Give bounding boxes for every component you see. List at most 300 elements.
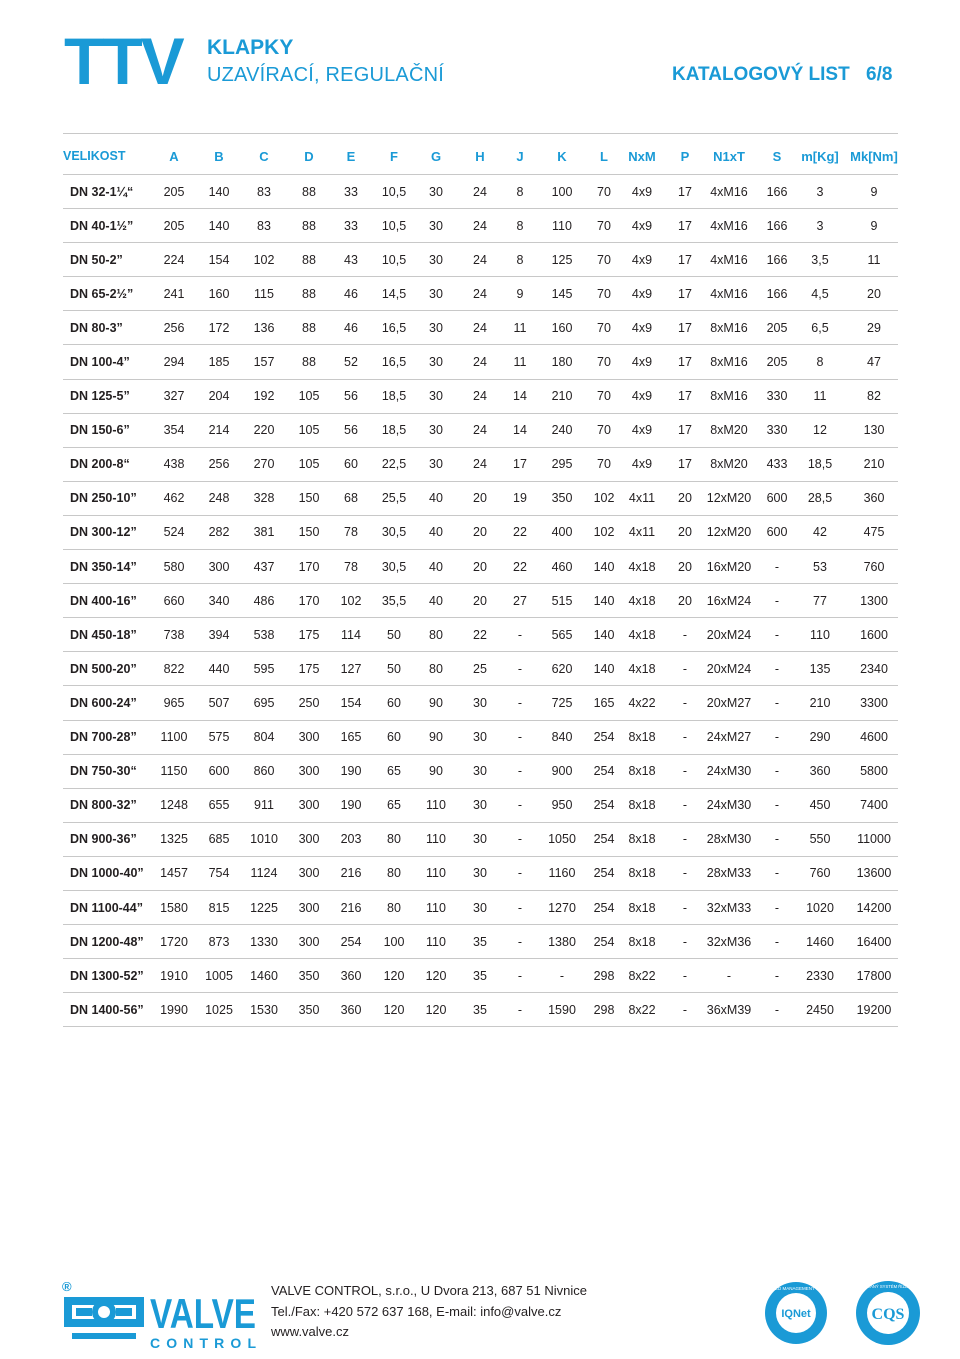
table-cell: 16,5 bbox=[381, 320, 407, 335]
table-cell: 110 bbox=[426, 866, 446, 881]
size-cell: DN 1200-48” bbox=[70, 934, 144, 949]
table-cell: 60 bbox=[344, 457, 358, 472]
table-cell: 88 bbox=[302, 355, 316, 370]
table-row bbox=[63, 209, 898, 243]
valve-control-logo bbox=[62, 1278, 258, 1350]
table-cell: 4x18 bbox=[628, 661, 656, 676]
table-cell: 24 bbox=[473, 286, 487, 301]
table-cell: - bbox=[774, 832, 780, 847]
table-cell: - bbox=[682, 934, 688, 949]
table-cell: 190 bbox=[340, 764, 362, 779]
table-cell: 10,5 bbox=[381, 184, 407, 199]
size-cell: DN 750-30“ bbox=[70, 764, 137, 779]
table-cell: 437 bbox=[253, 559, 275, 574]
column-header: F bbox=[390, 148, 398, 164]
table-cell: 695 bbox=[253, 695, 275, 710]
table-cell: 8x22 bbox=[628, 968, 656, 983]
table-cell: 105 bbox=[298, 423, 320, 438]
size-cell: DN 1400-56” bbox=[70, 1002, 144, 1017]
column-header: H bbox=[475, 148, 485, 164]
table-cell: 216 bbox=[340, 866, 362, 881]
table-cell: - bbox=[682, 661, 688, 676]
table-cell: 20 bbox=[473, 491, 487, 506]
table-cell: 105 bbox=[298, 457, 320, 472]
table-cell: 25 bbox=[473, 661, 487, 676]
table-cell: 24 bbox=[473, 252, 487, 267]
table-cell: 1530 bbox=[250, 1002, 278, 1017]
table-cell: 20 bbox=[678, 525, 692, 540]
table-cell: 33 bbox=[344, 218, 358, 233]
table-cell: 254 bbox=[340, 934, 362, 949]
table-cell: 4xM16 bbox=[710, 184, 748, 199]
table-cell: 224 bbox=[163, 252, 185, 267]
column-header: VELIKOST bbox=[63, 149, 126, 163]
table-cell: 30 bbox=[429, 286, 443, 301]
table-cell: 65 bbox=[387, 798, 401, 813]
page-title: KLAPKY bbox=[207, 36, 294, 59]
table-cell: 524 bbox=[163, 525, 185, 540]
table-cell: 804 bbox=[253, 730, 275, 745]
table-cell: 80 bbox=[387, 866, 401, 881]
size-cell: DN 800-32” bbox=[70, 798, 137, 813]
table-cell: 120 bbox=[425, 968, 447, 983]
table-cell: 4x9 bbox=[631, 184, 653, 199]
table-cell: 165 bbox=[593, 695, 615, 710]
table-cell: 32xM33 bbox=[706, 900, 752, 915]
table-cell: 125 bbox=[551, 252, 573, 267]
table-cell: - bbox=[726, 968, 732, 983]
table-cell: 350 bbox=[298, 1002, 320, 1017]
table-cell: 170 bbox=[298, 593, 320, 608]
table-cell: 135 bbox=[809, 661, 831, 676]
table-row bbox=[63, 584, 898, 618]
table-header-row bbox=[63, 133, 898, 175]
column-header: K bbox=[557, 148, 567, 164]
table-cell: 88 bbox=[302, 184, 316, 199]
size-cell: DN 250-10” bbox=[70, 491, 137, 506]
table-cell: 110 bbox=[426, 832, 446, 847]
svg-text:CERTIFIKOVANÝ SYSTÉM ŘÍZENÍ JA: CERTIFIKOVANÝ SYSTÉM ŘÍZENÍ JAKOSTI bbox=[845, 1284, 931, 1289]
table-cell: 298 bbox=[593, 1002, 615, 1017]
table-cell: 16xM20 bbox=[706, 559, 752, 574]
table-cell: - bbox=[517, 866, 523, 881]
table-cell: 36xM39 bbox=[706, 1002, 752, 1017]
size-cell: DN 150-6” bbox=[70, 423, 130, 438]
table-cell: 4xM16 bbox=[710, 252, 748, 267]
table-cell: 203 bbox=[340, 832, 362, 847]
table-cell: 90 bbox=[429, 695, 443, 710]
table-cell: 175 bbox=[298, 661, 320, 676]
table-cell: 9 bbox=[870, 218, 878, 233]
column-header: D bbox=[304, 148, 314, 164]
table-cell: 19200 bbox=[856, 1002, 892, 1017]
table-cell: 166 bbox=[766, 286, 788, 301]
table-cell: 20xM24 bbox=[706, 627, 752, 642]
table-cell: 360 bbox=[340, 1002, 362, 1017]
table-cell: 350 bbox=[298, 968, 320, 983]
table-cell: 8 bbox=[516, 218, 524, 233]
table-cell: 102 bbox=[340, 593, 362, 608]
table-cell: 17 bbox=[513, 457, 527, 472]
table-cell: 8xM20 bbox=[710, 423, 748, 438]
table-row bbox=[63, 959, 898, 993]
table-cell: 24xM27 bbox=[706, 730, 752, 745]
table-cell: 20 bbox=[678, 593, 692, 608]
table-cell: 175 bbox=[298, 627, 320, 642]
table-cell: 256 bbox=[208, 457, 230, 472]
table-row bbox=[63, 345, 898, 379]
table-cell: 50 bbox=[387, 627, 401, 642]
page-footer bbox=[0, 1270, 960, 1359]
table-cell: 4x18 bbox=[628, 593, 656, 608]
table-cell: 440 bbox=[208, 661, 230, 676]
column-header: L bbox=[600, 148, 608, 164]
table-cell: 70 bbox=[597, 320, 611, 335]
table-cell: 4600 bbox=[860, 730, 888, 745]
table-cell: 290 bbox=[809, 730, 831, 745]
valve-wordmark: VALVE bbox=[150, 1290, 256, 1337]
table-cell: 3300 bbox=[860, 695, 888, 710]
table-cell: - bbox=[774, 866, 780, 881]
size-cell: DN 400-16” bbox=[70, 593, 137, 608]
table-cell: 300 bbox=[298, 934, 320, 949]
table-cell: 30 bbox=[473, 730, 487, 745]
table-row bbox=[63, 789, 898, 823]
table-cell: 4x18 bbox=[628, 627, 656, 642]
table-cell: 6,5 bbox=[811, 320, 829, 335]
table-cell: 8 bbox=[516, 184, 524, 199]
table-cell: 10,5 bbox=[381, 218, 407, 233]
page-number: 6/8 bbox=[866, 64, 893, 85]
table-cell: 11 bbox=[813, 389, 827, 404]
table-cell: 24xM30 bbox=[706, 798, 752, 813]
catalog-label: KATALOGOVÝ LIST bbox=[672, 64, 850, 85]
table-cell: 150 bbox=[298, 525, 320, 540]
table-cell: 30 bbox=[429, 218, 443, 233]
table-cell: 254 bbox=[593, 730, 615, 745]
table-cell: 460 bbox=[551, 559, 573, 574]
table-cell: 241 bbox=[163, 286, 185, 301]
table-cell: 327 bbox=[163, 389, 185, 404]
table-cell: 22 bbox=[513, 559, 527, 574]
table-cell: 27 bbox=[513, 593, 527, 608]
table-cell: 254 bbox=[593, 798, 615, 813]
table-cell: 760 bbox=[863, 559, 885, 574]
table-cell: - bbox=[559, 968, 565, 983]
size-cell: DN 65-2½” bbox=[70, 286, 134, 301]
table-cell: - bbox=[774, 968, 780, 983]
table-cell: 17 bbox=[678, 320, 692, 335]
table-cell: 90 bbox=[429, 730, 443, 745]
column-header: E bbox=[346, 148, 356, 164]
size-cell: DN 1000-40” bbox=[70, 866, 144, 881]
table-cell: 35 bbox=[473, 934, 487, 949]
table-cell: 4x9 bbox=[631, 457, 653, 472]
table-cell: 486 bbox=[253, 593, 275, 608]
table-cell: 150 bbox=[298, 491, 320, 506]
table-cell: 160 bbox=[551, 320, 573, 335]
table-cell: 1330 bbox=[250, 934, 278, 949]
table-cell: 24 bbox=[473, 389, 487, 404]
table-cell: 965 bbox=[163, 695, 185, 710]
table-cell: 17 bbox=[678, 218, 692, 233]
svg-text:CERTIFIED MANAGEMENT SYSTEM: CERTIFIED MANAGEMENT SYSTEM bbox=[757, 1286, 835, 1291]
table-row bbox=[63, 380, 898, 414]
table-cell: - bbox=[682, 900, 688, 915]
table-cell: 4x9 bbox=[631, 286, 653, 301]
table-cell: 16,5 bbox=[381, 355, 407, 370]
table-cell: 17 bbox=[678, 355, 692, 370]
size-cell: DN 350-14” bbox=[70, 559, 137, 574]
column-header: m[Kg] bbox=[801, 148, 839, 164]
table-cell: 114 bbox=[341, 627, 361, 642]
table-row bbox=[63, 311, 898, 345]
table-cell: 120 bbox=[383, 968, 405, 983]
table-cell: 24 bbox=[473, 218, 487, 233]
table-cell: 140 bbox=[593, 593, 615, 608]
size-cell: DN 600-24” bbox=[70, 695, 137, 710]
table-cell: 8x18 bbox=[628, 764, 656, 779]
table-row bbox=[63, 243, 898, 277]
table-cell: 16xM24 bbox=[706, 593, 752, 608]
table-cell: 18,5 bbox=[381, 423, 407, 438]
table-cell: 17800 bbox=[856, 968, 892, 983]
table-cell: 394 bbox=[208, 627, 230, 642]
table-cell: 30 bbox=[473, 695, 487, 710]
table-cell: 254 bbox=[593, 866, 615, 881]
table-row bbox=[63, 482, 898, 516]
table-cell: 56 bbox=[344, 389, 358, 404]
table-cell: 400 bbox=[551, 525, 573, 540]
table-cell: 110 bbox=[552, 218, 572, 233]
table-cell: 433 bbox=[766, 457, 788, 472]
table-cell: 328 bbox=[253, 491, 275, 506]
table-cell: 330 bbox=[766, 423, 788, 438]
table-cell: 166 bbox=[766, 252, 788, 267]
table-cell: - bbox=[774, 593, 780, 608]
column-header: G bbox=[430, 148, 442, 164]
table-cell: 100 bbox=[551, 184, 573, 199]
table-cell: 30,5 bbox=[381, 559, 407, 574]
table-cell: 136 bbox=[253, 320, 275, 335]
table-cell: 166 bbox=[766, 184, 788, 199]
table-cell: 1460 bbox=[806, 934, 834, 949]
table-cell: 205 bbox=[163, 218, 185, 233]
table-cell: 462 bbox=[163, 491, 185, 506]
table-cell: 1100 bbox=[160, 730, 188, 745]
table-cell: 17 bbox=[678, 286, 692, 301]
table-cell: 40 bbox=[429, 491, 443, 506]
table-cell: 35 bbox=[473, 968, 487, 983]
size-cell: DN 50-2” bbox=[70, 252, 123, 267]
table-cell: 140 bbox=[208, 184, 230, 199]
table-cell: 20xM24 bbox=[706, 661, 752, 676]
table-row bbox=[63, 993, 898, 1027]
table-cell: 620 bbox=[551, 661, 573, 676]
table-cell: 600 bbox=[766, 525, 788, 540]
table-cell: 88 bbox=[302, 286, 316, 301]
table-cell: 17 bbox=[678, 184, 692, 199]
table-row bbox=[63, 721, 898, 755]
table-cell: 900 bbox=[551, 764, 573, 779]
table-cell: 11 bbox=[513, 320, 527, 335]
table-cell: 330 bbox=[766, 389, 788, 404]
table-cell: 102 bbox=[593, 525, 615, 540]
table-cell: 1150 bbox=[160, 764, 188, 779]
table-cell: 7400 bbox=[860, 798, 888, 813]
table-cell: 30 bbox=[429, 252, 443, 267]
table-cell: 32xM36 bbox=[706, 934, 752, 949]
table-cell: 70 bbox=[597, 286, 611, 301]
table-cell: 110 bbox=[426, 934, 446, 949]
table-cell: 78 bbox=[344, 525, 358, 540]
table-cell: 4x22 bbox=[628, 695, 656, 710]
table-cell: 685 bbox=[208, 832, 230, 847]
table-cell: 1990 bbox=[160, 1002, 188, 1017]
table-cell: - bbox=[774, 934, 780, 949]
table-cell: - bbox=[517, 730, 523, 745]
table-cell: - bbox=[774, 695, 780, 710]
table-cell: 8 bbox=[516, 252, 524, 267]
table-cell: 24 bbox=[473, 184, 487, 199]
table-row bbox=[63, 891, 898, 925]
table-row bbox=[63, 448, 898, 482]
table-cell: 46 bbox=[344, 286, 358, 301]
page-subtitle: UZAVÍRACÍ, REGULAČNÍ bbox=[207, 64, 444, 86]
table-cell: 80 bbox=[429, 661, 443, 676]
table-row bbox=[63, 175, 898, 209]
table-cell: 1050 bbox=[548, 832, 576, 847]
table-cell: 3 bbox=[816, 184, 824, 199]
size-cell: DN 450-18” bbox=[70, 627, 137, 642]
table-cell: 3,5 bbox=[811, 252, 829, 267]
table-cell: 50 bbox=[387, 661, 401, 676]
table-cell: 216 bbox=[340, 900, 362, 915]
table-cell: 12xM20 bbox=[706, 491, 752, 506]
table-row bbox=[63, 686, 898, 720]
size-cell: DN 200-8“ bbox=[70, 457, 130, 472]
table-cell: 100 bbox=[383, 934, 405, 949]
dimensions-table bbox=[63, 133, 898, 1027]
table-cell: 3 bbox=[816, 218, 824, 233]
table-cell: 20 bbox=[678, 491, 692, 506]
table-row bbox=[63, 823, 898, 857]
table-cell: 600 bbox=[766, 491, 788, 506]
table-cell: 295 bbox=[551, 457, 573, 472]
table-cell: 105 bbox=[298, 389, 320, 404]
table-cell: 192 bbox=[253, 389, 275, 404]
table-cell: - bbox=[774, 798, 780, 813]
table-cell: 120 bbox=[425, 1002, 447, 1017]
table-cell: 8xM20 bbox=[710, 457, 748, 472]
table-cell: 475 bbox=[863, 525, 885, 540]
table-cell: 204 bbox=[208, 389, 230, 404]
table-cell: 655 bbox=[208, 798, 230, 813]
table-cell: 822 bbox=[163, 661, 185, 676]
page-header bbox=[0, 0, 960, 120]
table-row bbox=[63, 550, 898, 584]
table-cell: - bbox=[682, 832, 688, 847]
column-header: S bbox=[772, 148, 782, 164]
table-cell: 300 bbox=[298, 900, 320, 915]
column-header: Mk[Nm] bbox=[850, 148, 898, 164]
table-cell: 1580 bbox=[160, 900, 188, 915]
table-cell: 595 bbox=[253, 661, 275, 676]
table-cell: 254 bbox=[593, 832, 615, 847]
size-cell: DN 500-20” bbox=[70, 661, 137, 676]
table-cell: 70 bbox=[597, 457, 611, 472]
column-header: A bbox=[169, 148, 179, 164]
table-cell: 52 bbox=[344, 355, 358, 370]
table-cell: 30 bbox=[473, 866, 487, 881]
table-row bbox=[63, 277, 898, 311]
table-cell: - bbox=[682, 695, 688, 710]
table-cell: 157 bbox=[253, 355, 275, 370]
table-cell: 300 bbox=[298, 798, 320, 813]
table-cell: 28xM33 bbox=[706, 866, 752, 881]
table-cell: 24xM30 bbox=[706, 764, 752, 779]
table-cell: 725 bbox=[551, 695, 573, 710]
table-row bbox=[63, 857, 898, 891]
table-cell: 56 bbox=[344, 423, 358, 438]
table-cell: - bbox=[774, 661, 780, 676]
table-cell: 565 bbox=[551, 627, 573, 642]
table-cell: 5800 bbox=[860, 764, 888, 779]
table-cell: 180 bbox=[551, 355, 573, 370]
table-cell: 40 bbox=[429, 525, 443, 540]
table-cell: 20 bbox=[867, 286, 881, 301]
table-cell: 115 bbox=[254, 286, 274, 301]
table-cell: 24 bbox=[473, 320, 487, 335]
company-website: www.valve.cz bbox=[271, 1324, 350, 1339]
size-cell: DN 100-4” bbox=[70, 355, 130, 370]
table-cell: - bbox=[774, 559, 780, 574]
column-header: N1xT bbox=[713, 148, 745, 164]
table-cell: 240 bbox=[551, 423, 573, 438]
table-cell: 28,5 bbox=[807, 491, 833, 506]
table-cell: 507 bbox=[208, 695, 230, 710]
table-cell: 17 bbox=[678, 389, 692, 404]
table-cell: 1124 bbox=[250, 866, 278, 881]
table-cell: 575 bbox=[208, 730, 230, 745]
table-row bbox=[63, 618, 898, 652]
table-cell: 4x9 bbox=[631, 252, 653, 267]
table-cell: - bbox=[517, 764, 523, 779]
table-cell: 127 bbox=[340, 661, 362, 676]
table-cell: - bbox=[682, 866, 688, 881]
table-cell: 1600 bbox=[860, 627, 888, 642]
table-cell: 88 bbox=[302, 218, 316, 233]
table-cell: 70 bbox=[597, 389, 611, 404]
table-cell: 256 bbox=[163, 320, 185, 335]
table-cell: 2340 bbox=[860, 661, 888, 676]
table-cell: 30 bbox=[473, 900, 487, 915]
table-cell: 8x18 bbox=[628, 798, 656, 813]
table-cell: 83 bbox=[257, 218, 271, 233]
size-cell: DN 32-1¼“ bbox=[70, 184, 134, 199]
table-row bbox=[63, 652, 898, 686]
table-cell: 911 bbox=[254, 798, 274, 813]
size-cell: DN 700-28” bbox=[70, 730, 137, 745]
table-cell: 28xM30 bbox=[706, 832, 752, 847]
table-cell: 17 bbox=[678, 423, 692, 438]
table-cell: 840 bbox=[551, 730, 573, 745]
svg-text:IQNet: IQNet bbox=[781, 1308, 811, 1320]
table-cell: 360 bbox=[340, 968, 362, 983]
table-cell: 30 bbox=[429, 320, 443, 335]
table-cell: 80 bbox=[387, 832, 401, 847]
table-cell: 248 bbox=[208, 491, 230, 506]
